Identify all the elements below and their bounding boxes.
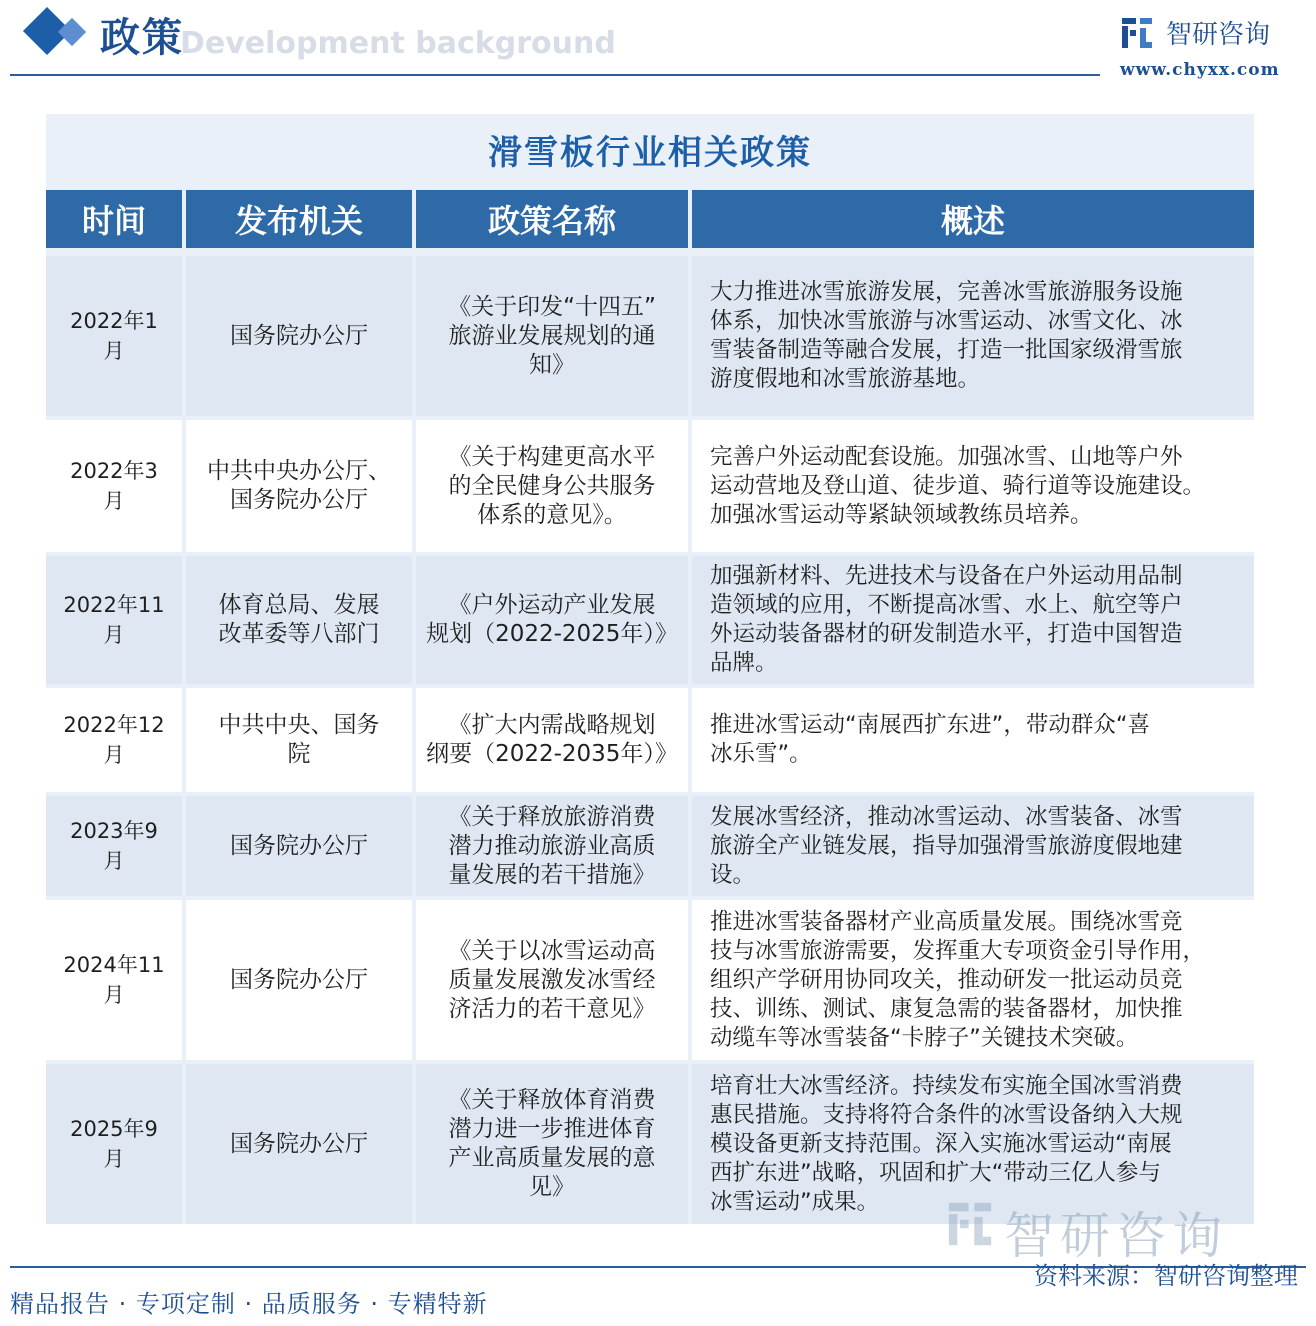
table-cell-policy	[416, 1064, 688, 1224]
cell-line: 推进冰雪装备器材产业高质量发展。围绕冰雪竞	[710, 908, 1183, 935]
table-cell-agency	[186, 556, 412, 684]
table-cell-agency	[186, 256, 412, 416]
cell-line: 月	[103, 1147, 125, 1171]
cell-line: 月	[103, 339, 125, 363]
table-cell-time	[46, 796, 182, 896]
cell-line: 2022年1	[70, 309, 158, 333]
cell-line: 潜力推动旅游业高质	[448, 832, 656, 859]
table-cell-summary	[692, 420, 1254, 552]
cell-line: 月	[103, 983, 125, 1007]
table-cell-time	[46, 420, 182, 552]
cell-line: 冰雪运动”成果。	[710, 1188, 880, 1215]
cell-line: 产业高质量发展的意	[448, 1145, 656, 1171]
cell-line: 旅游业发展规划的通	[448, 322, 656, 349]
cell-line: 技、训练、测试、康复急需的装备器材，加快推	[710, 995, 1183, 1022]
cell-line: 体系的意见》。	[477, 501, 627, 528]
cell-line: 月	[103, 849, 125, 873]
cell-line: 技与冰雪旅游需要，发挥重大专项资金引导作用，	[710, 937, 1206, 964]
cell-line: 《户外运动产业发展	[448, 592, 656, 618]
table-cell-summary	[692, 796, 1254, 896]
cell-line: 体育总局、发展	[218, 592, 380, 618]
cell-line: 推进冰雪运动“南展西扩东进”，带动群众“喜	[710, 712, 1150, 738]
cell-line: 旅游全产业链发展，指导加强滑雪旅游度假地建	[710, 832, 1183, 859]
table-cell-time	[46, 256, 182, 416]
cell-line: 《扩大内需战略规划	[448, 712, 656, 738]
watermark-logo-icon	[946, 1200, 994, 1248]
cell-line: 国务院办公厅	[230, 322, 368, 349]
cell-line: 纲要（2022-2035年）》	[426, 741, 678, 767]
header-subtitle: Development background	[180, 26, 616, 61]
column-header-agency: 发布机关	[186, 190, 412, 248]
cell-line: 国务院办公厅	[230, 832, 368, 859]
table-cell-agency	[186, 1064, 412, 1224]
cell-line: 品牌。	[710, 650, 778, 676]
cell-line: 国务院办公厅	[230, 487, 368, 513]
watermark-text: 智研咨询	[1004, 1207, 1228, 1265]
table-cell-time	[46, 688, 182, 792]
cell-line: 中共中央办公厅、	[207, 458, 391, 484]
cell-line: 《关于印发“十四五”	[448, 293, 656, 320]
cell-line: 2023年9	[70, 819, 158, 843]
table-cell-time	[46, 556, 182, 684]
cell-line: 的全民健身公共服务	[448, 472, 656, 499]
column-header-policy: 政策名称	[416, 190, 688, 248]
cell-line: 模设备更新支持范围。深入实施冰雪运动“南展	[710, 1130, 1172, 1157]
cell-line: 造领域的应用，不断提高冰雪、水上、航空等户	[710, 592, 1183, 618]
cell-line: 国务院办公厅	[230, 1130, 368, 1157]
cell-line: 运动营地及登山道、徒步道、骑行道等设施建设。	[710, 472, 1206, 499]
table-cell-summary	[692, 900, 1254, 1060]
brand-name: 智研咨询	[1166, 20, 1271, 50]
cell-line: 见》	[529, 1174, 575, 1200]
cell-line: 国务院办公厅	[230, 966, 368, 993]
cell-line: 2022年11	[63, 593, 165, 617]
table-cell-policy	[416, 900, 688, 1060]
cell-line: 规划（2022-2025年）》	[426, 621, 678, 647]
table-cell-agency	[186, 900, 412, 1060]
table-cell-summary	[692, 256, 1254, 416]
cell-line: 济活力的若干意见》	[448, 995, 656, 1022]
cell-line: 月	[103, 743, 125, 767]
cell-line: 大力推进冰雪旅游发展，完善冰雪旅游服务设施	[710, 279, 1183, 305]
cell-line: 冰乐雪”。	[710, 741, 812, 767]
cell-line: 完善户外运动配套设施。加强冰雪、山地等户外	[710, 443, 1183, 470]
cell-line: 组织产学研用协同攻关，推动研发一批运动员竞	[710, 966, 1183, 993]
cell-line: 《关于以冰雪运动高	[448, 937, 656, 964]
footer-slogan: 精品报告 · 专项定制 · 品质服务 · 专精特新	[10, 1290, 488, 1318]
cell-line: 培育壮大冰雪经济。持续发布实施全国冰雪消费	[710, 1072, 1183, 1099]
cell-line: 《关于释放旅游消费	[448, 803, 656, 830]
table-cell-time	[46, 1064, 182, 1224]
cell-line: 月	[103, 623, 125, 647]
table-title: 滑雪板行业相关政策	[488, 133, 812, 173]
table-cell-policy	[416, 256, 688, 416]
cell-line: 设。	[710, 861, 756, 888]
brand-url: www.chyxx.com	[1120, 60, 1280, 80]
table-cell-time	[46, 900, 182, 1060]
table-cell-summary	[692, 688, 1254, 792]
table-cell-summary	[692, 556, 1254, 684]
cell-line: 西扩东进”战略，巩固和扩大“带动三亿人参与	[710, 1159, 1161, 1186]
table-cell-policy	[416, 420, 688, 552]
cell-line: 加强冰雪运动等紧缺领域教练员培养。	[710, 501, 1093, 528]
table-cell-agency	[186, 796, 412, 896]
header-divider	[10, 74, 1100, 76]
cell-line: 知》	[529, 351, 575, 378]
cell-line: 院	[287, 741, 311, 767]
cell-line: 动缆车等冰雪装备“卡脖子”关键技术突破。	[710, 1024, 1139, 1051]
cell-line: 《关于构建更高水平	[448, 443, 656, 470]
table-cell-agency	[186, 420, 412, 552]
table-cell-policy	[416, 796, 688, 896]
cell-line: 量发展的若干措施》	[448, 861, 656, 888]
cell-line: 月	[103, 489, 125, 513]
page-title: 政策	[100, 15, 184, 61]
source-note: 资料来源：智研咨询整理	[1034, 1262, 1298, 1290]
table-cell-policy	[416, 556, 688, 684]
cell-line: 游度假地和冰雪旅游基地。	[710, 366, 981, 392]
brand-logo-icon	[1120, 16, 1154, 50]
cell-line: 发展冰雪经济，推动冰雪运动、冰雪装备、冰雪	[710, 803, 1183, 830]
cell-line: 潜力进一步推进体育	[448, 1116, 656, 1142]
cell-line: 2024年11	[63, 953, 165, 977]
cell-line: 中共中央、国务	[218, 712, 380, 738]
table-cell-agency	[186, 688, 412, 792]
cell-line: 外运动装备器材的研发制造水平，打造中国智造	[710, 621, 1183, 647]
table-cell-policy	[416, 688, 688, 792]
cell-line: 《关于释放体育消费	[448, 1087, 656, 1113]
cell-line: 雪装备制造等融合发展，打造一批国家级滑雪旅	[710, 337, 1183, 363]
cell-line: 改革委等八部门	[218, 621, 380, 647]
cell-line: 2022年12	[63, 713, 165, 737]
cell-line: 质量发展激发冰雪经	[448, 966, 656, 993]
cell-line: 体系，加快冰雪旅游与冰雪运动、冰雪文化、冰	[710, 308, 1183, 334]
cell-line: 2025年9	[70, 1117, 158, 1141]
column-header-time: 时间	[46, 190, 182, 248]
cell-line: 惠民措施。支持将符合条件的冰雪设备纳入大规	[710, 1101, 1183, 1128]
column-header-summary: 概述	[692, 190, 1254, 248]
cell-line: 2022年3	[70, 459, 158, 483]
cell-line: 加强新材料、先进技术与设备在户外运动用品制	[710, 563, 1183, 589]
